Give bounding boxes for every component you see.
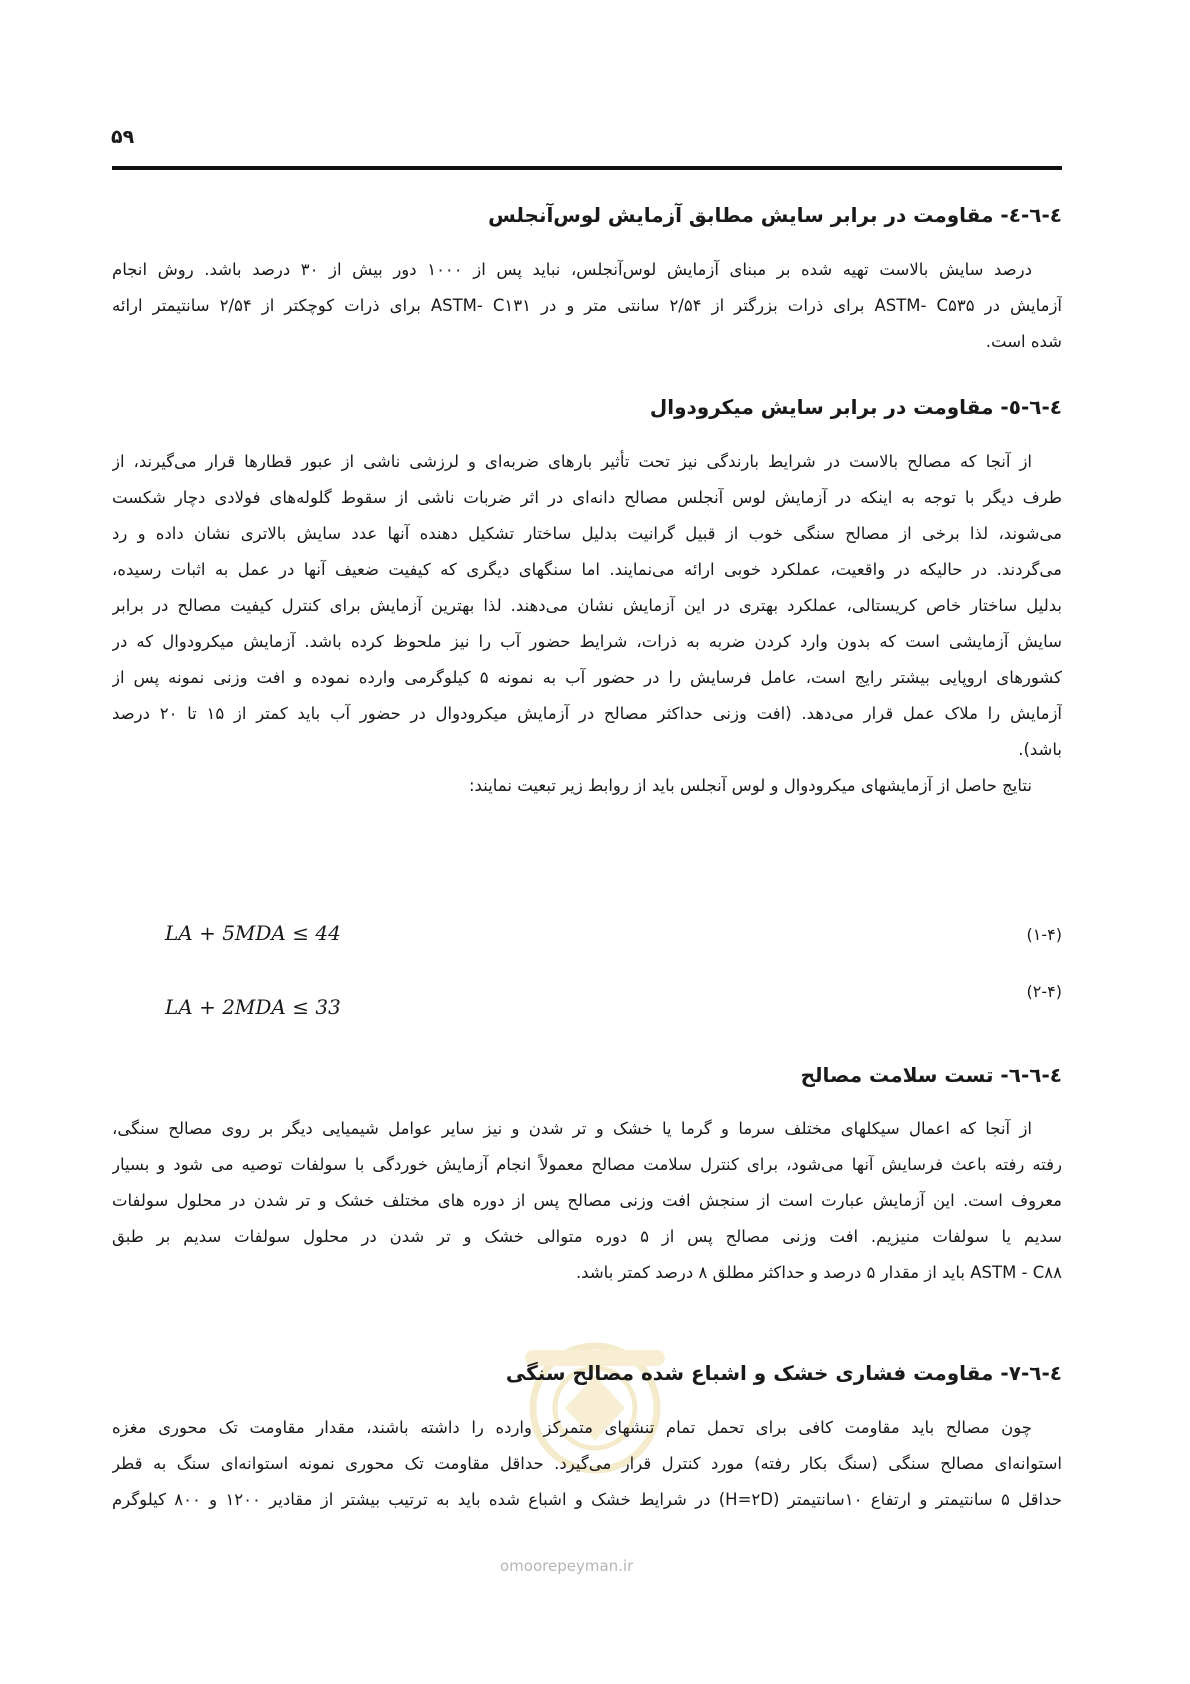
text-line: طرف دیگر با توجه به اینکه در آزمایش لوس آنجلس مصالح دانه‌ای در اثر ضربات ناشی از سقوط گلوله‌های فولادی دچار شکست <box>112 488 1062 507</box>
text-line: باشد). <box>1018 740 1062 759</box>
text-line: آزمایش در ASTM- C۵۳۵ برای ذرات بزرگتر از ۲/۵۴ سانتی متر و در ASTM- C۱۳۱ برای ذرات کوچکتر از ۲/۵۴ سانتیمتر ارائه <box>112 296 1062 315</box>
section-heading-4-6-6: ٤-٦-٦- تست سلامت مصالح <box>800 1063 1062 1087</box>
text-line: درصد سایش بالاست تهیه شده بر مبنای آزمایش لوس‌آنجلس، نباید پس از ۱۰۰۰ دور بیش از ۳۰ درصد باشد. روش انجام <box>112 260 1032 279</box>
text-line: معروف است. این آزمایش عبارت است از سنجش افت وزنی مصالح پس از دوره های مختلف خشک و تر شدن در محلول سولفات <box>112 1191 1062 1210</box>
text-line: رفته رفته باعث فرسایش آنها می‌شود، برای کنترل سلامت مصالح معمولاً انجام آزمایش خوردگی با سولفات توصیه می شود و بسیار <box>112 1155 1062 1174</box>
section-heading-4-6-7: ٤-٦-٧- مقاومت فشاری خشک و اشباع شده مصالح سنگی <box>505 1361 1062 1385</box>
equation-2: LA + 2MDA ≤ 33 <box>165 995 341 1019</box>
text-line: شده است. <box>985 332 1062 351</box>
paragraph-4-6-7 <box>112 1410 1062 1518</box>
equation-label-1: (۱-۴) <box>1026 925 1062 944</box>
text-line: استوانه‌ای مصالح سنگی (سنگ بکار رفته) مورد کنترل قرار می‌گیرد. حداقل مقاومت تک محوری نمونه استوانه‌ای سنگ به قطر <box>112 1454 1062 1473</box>
text-line: می‌گردند. در حالیکه در واقعیت، عملکرد خوبی ارائه می‌نمایند. اما سنگهای دیگری که کیفیت ضعیف آنها در عمل به اثبات رسیده، <box>112 560 1062 579</box>
paragraph-4-6-4 <box>112 252 1062 360</box>
text-line: بدلیل ساختار خاص کریستالی، عملکرد بهتری در این آزمایش نشان می‌دهند. لذا بهترین آزمایش برای کنترل کیفیت مصالح در برابر <box>112 596 1062 615</box>
equation-1: LA + 5MDA ≤ 44 <box>165 921 341 945</box>
watermark-url: omoorepeyman.ir <box>500 1557 634 1575</box>
section-heading-4-6-5: ٤-٦-٥- مقاومت در برابر سایش میکرودوال <box>649 395 1062 419</box>
text-line-intro: نتایج حاصل از آزمایشهای میکرودوال و لوس آنجلس باید از روابط زیر تبعیت نمایند: <box>469 776 1032 795</box>
page-number: ۵۹ <box>111 126 135 148</box>
text-line: حداقل ۵ سانتیمتر و ارتفاع ۱۰سانتیمتر (H=۲D) در شرایط خشک و اشباع شده باید به ترتیب بیشتر از مقادیر ۱۲۰۰ و ۸۰۰ کیلوگرم <box>112 1490 1062 1509</box>
text-line: از آنجا که مصالح بالاست در شرایط بارندگی نیز تحت تأثیر بارهای ضربه‌ای و لرزشی ناشی از عبور قطارها قرار می‌گیرند، از <box>112 452 1032 471</box>
text-line: ASTM - C۸۸ باید از مقدار ۵ درصد و حداکثر مطلق ۸ درصد کمتر باشد. <box>575 1263 1062 1282</box>
text-line: آزمایش را ملاک عمل قرار می‌دهد. (افت وزنی حداکثر مصالح در آزمایش میکرودوال در حضور آب باید کمتر از ۱۵ تا ۲۰ درصد <box>112 704 1062 723</box>
text-line: سدیم یا سولفات منیزیم. افت وزنی مصالح پس از ۵ دوره متوالی خشک و تر شدن در محلول سولفات سدیم بر طبق <box>112 1227 1062 1246</box>
header-rule <box>112 166 1062 170</box>
section-heading-4-6-4: ٤-٦-٤- مقاومت در برابر سایش مطابق آزمایش لوس‌آنجلس <box>488 203 1062 227</box>
equation-label-2: (۲-۴) <box>1026 982 1062 1001</box>
text-line: می‌شوند، لذا برخی از مصالح سنگی خوب از قبیل گرانیت بدلیل ساختار تشکیل دهنده آنها عدد سایش بالاتری نشان داده و رد <box>112 524 1062 543</box>
paragraph-4-6-5 <box>112 444 1062 804</box>
text-line: از آنجا که اعمال سیکلهای مختلف سرما و گرما یا خشک و تر شدن و نیز سایر عوامل شیمیایی دیگر بر روی مصالح سنگی، <box>112 1119 1032 1138</box>
text-line: سایش آزمایشی است که بدون وارد کردن ضربه به ذرات، شرایط حضور آب را نیز ملحوظ کرده باشد. آزمایش میکرودوال که در <box>112 632 1062 651</box>
text-line: چون مصالح باید مقاومت کافی برای تحمل تمام تنشهای متمرکز وارده را داشته باشند، مقدار مقاومت تک محوری مغزه <box>112 1418 1032 1437</box>
paragraph-4-6-6 <box>112 1111 1062 1291</box>
text-line: کشورهای اروپایی بیشتر رایج است، عامل فرسایش را در حضور آب به نمونه ۵ کیلوگرمی وارده نموده و افت وزنی نمونه پس از <box>112 668 1062 687</box>
